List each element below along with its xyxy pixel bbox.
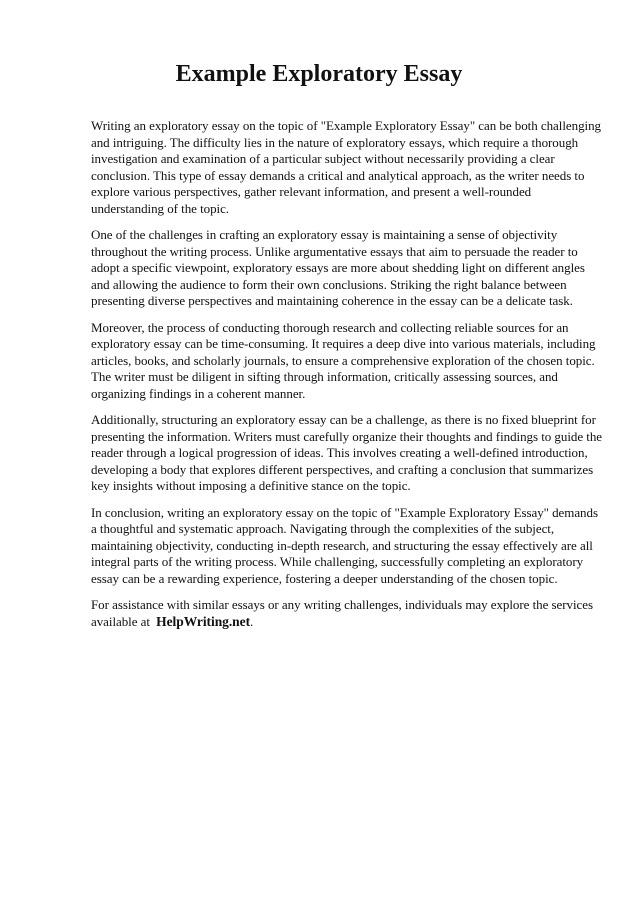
closing-period: . (250, 613, 254, 629)
paragraph-structure: Additionally, structuring an exploratory essay can be a challenge, as there is no fixed blueprint for presenting the information. Writers must carefully organize their thoughts and findings to guide the reader through a logical progression of ideas. This involves creating a well-defined introduction, developing a body that explores different perspectives, and crafting a conclusion that summarizes key insights without imposing a definitive stance on the topic. (91, 412, 602, 493)
document-title: Example Exploratory Essay (175, 61, 463, 87)
paragraph-intro: Writing an exploratory essay on the topic of "Example Exploratory Essay" can be both challenging and intriguing. The difficulty lies in the nature of exploratory essays, which require a thorough investigation and examination of a particular subject without necessarily providing a clear conclusion. This type of essay demands a critical and analytical approach, as the writer needs to explore various perspectives, gather relevant information, and present a well-rounded understanding of the topic. (91, 118, 601, 216)
helpwriting-link[interactable]: HelpWriting.net (156, 613, 251, 629)
paragraph-research: Moreover, the process of conducting thorough research and collecting reliable sources for an exploratory essay can be time-consuming. It requires a deep dive into various materials, including articles, books, and scholarly journals, to ensure a comprehensive exploration of the chosen topic. The writer must be diligent in sifting through information, critically assessing sources, and organizing findings in a coherent manner. (91, 319, 596, 401)
paragraph-conclusion: In conclusion, writing an exploratory essay on the topic of "Example Exploratory Essay" demands a thoughtful and systematic approach. Navigating through the complexities of the subject, maintaining objectivity, conducting in-depth research, and structuring the essay effectively are all integral parts of the writing process. While challenging, successfully completing an exploratory essay can be a rewarding experience, fostering a deeper understanding of the chosen topic. (91, 504, 598, 586)
paragraph-closing (91, 597, 603, 630)
document-body (91, 118, 603, 640)
closing-text: For assistance with similar essays or any writing challenges, individuals may explore the services available at (91, 597, 593, 629)
paragraph-objectivity: One of the challenges in crafting an exploratory essay is maintaining a sense of objectivity throughout the writing process. Unlike argumentative essays that aim to persuade the reader to adopt a specific viewpoint, exploratory essays are more about shedding light on different angles and allowing the audience to form their own conclusions. Striking the right balance between presenting diverse perspectives and maintaining coherence in the essay can be a delicate task. (91, 227, 585, 308)
